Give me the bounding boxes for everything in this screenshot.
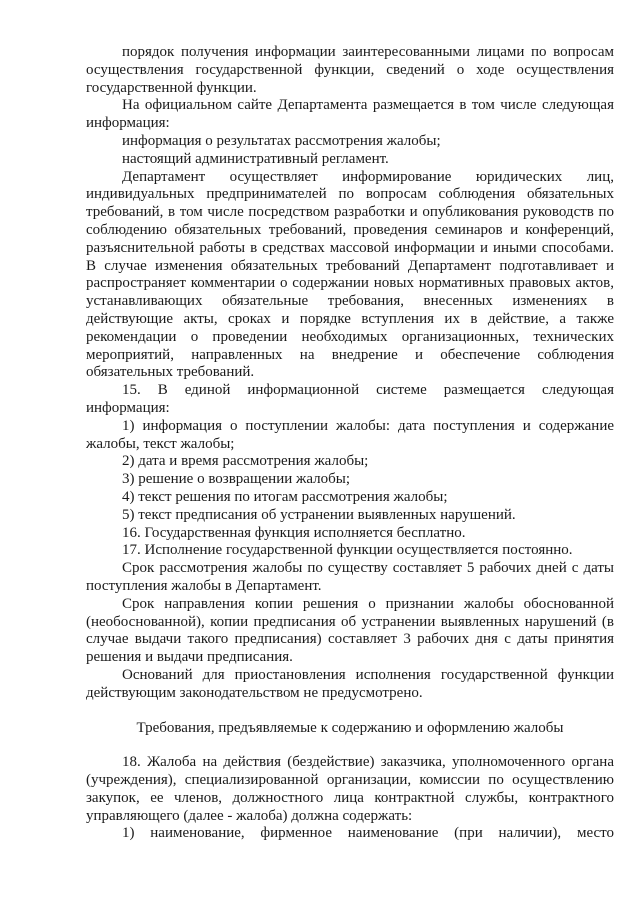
paragraph-department-informing: Департамент осуществляет информирование юридических лиц, индивидуальных предпринимателей по вопросам соблюдения обязательных требований, в том числе посредством разработки и опубликования руководств по соблюдению обязательных требований, проведения семинаров и конференций, разъяснительной работы в средствах массовой информации и иными способами. В случае изменения обязательных требований Департамент подготавливает и распространяет комментарии о содержании новых нормативных правовых актов, устанавливающих обязательные требования, внесенных изменениях в действующие акты, сроках и порядке вступления их в действие, а также рекомендации о проведении необходимых организационных, технических мероприятий, направленных на внедрение и обеспечение соблюдения обязательных требований. <box>86 168 614 381</box>
paragraph-16: 16. Государственная функция исполняется бесплатно. <box>122 524 466 541</box>
site-item-complaint-results: информация о результатах рассмотрения жалобы; <box>122 132 441 149</box>
paragraph-info-procedure: порядок получения информации заинтересованными лицами по вопросам осуществления государственной функции, сведений о ходе осуществления государственной функции. <box>86 44 614 96</box>
paragraph-review-term: Срок рассмотрения жалобы по существу составляет 5 рабочих дней с даты поступления жалобы в Департамент. <box>86 560 614 594</box>
section-heading: Требования, предъявляемые к содержанию и оформлению жалобы <box>136 720 564 737</box>
list-item-15-1: 1) информация о поступлении жалобы: дата поступления и содержание жалобы, текст жалобы; <box>86 417 614 452</box>
document-body <box>86 44 614 843</box>
paragraph-copy-term: Срок направления копии решения о признании жалобы обоснованной (необоснованной), копии предписания об устранении выявленных нарушений (в случае выдачи такого предписания) составляет 3 рабочих дня с даты принятия решения и выдачи предписания. <box>86 595 614 666</box>
site-item-regulation: настоящий административный регламент. <box>122 150 389 167</box>
paragraph-official-site: На официальном сайте Департамента размещается в том числе следующая информация: <box>86 97 614 132</box>
paragraph-17: 17. Исполнение государственной функции осуществляется постоянно. <box>122 542 573 559</box>
paragraph-18-item-1: 1) наименование, фирменное наименование (при наличии), место <box>122 825 614 842</box>
list-item-15-3: 3) решение о возвращении жалобы; <box>122 471 351 488</box>
paragraph-suspension-grounds: Оснований для приостановления исполнения государственной функции действующим законодательством не предусмотрено. <box>86 666 614 701</box>
list-item-15-5: 5) текст предписания об устранении выявленных нарушений. <box>122 506 516 523</box>
paragraph-15: 15. В единой информационной системе размещается следующая информация: <box>86 382 614 416</box>
paragraph-18: 18. Жалоба на действия (бездействие) заказчика, уполномоченного органа (учреждения), специализированной организации, комиссии по осуществлению закупок, ее членов, должностного лица контрактной службы, контрактного управляющего (далее - жалоба) должна содержать: <box>86 754 614 824</box>
list-item-15-4: 4) текст решения по итогам рассмотрения жалобы; <box>122 488 448 505</box>
list-item-15-2: 2) дата и время рассмотрения жалобы; <box>122 453 369 470</box>
